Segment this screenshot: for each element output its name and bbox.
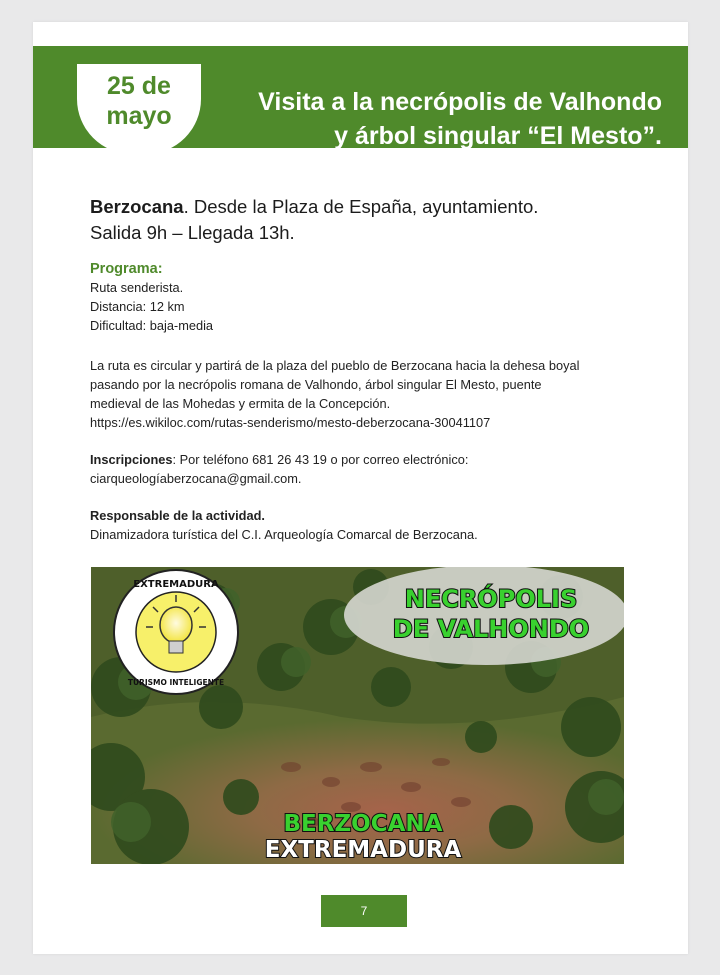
programa-item: Dificultad: baja-media [90,318,214,333]
document-page [33,22,688,954]
logo-bottom-text: TURISMO INTELIGENTE [127,678,225,687]
page-number: 7 [321,895,407,927]
necropolis-photo [91,567,624,864]
responsable-label: Responsable de la actividad. [90,508,265,523]
date-month: mayo [106,102,172,130]
description-line: medieval de las Mohedas y ermita de la Concepción. [90,396,391,411]
photo-caption-line-2: EXTREMADURA [264,837,462,863]
date-day: 25 de [107,72,171,100]
schedule-text: Salida 9h – Llegada 13h. [90,222,295,243]
overlay-title-line-1: NECRÓPOLIS [404,585,578,613]
date-badge [77,64,201,154]
place-detail: . Desde la Plaza de España, ayuntamiento. [183,196,539,217]
route-link[interactable]: https://es.wikiloc.com/rutas-senderismo/mesto-deberzocana-30041107 [90,415,491,430]
lead-paragraph [90,194,650,246]
overlay-title-line-2: DE VALHONDO [392,615,590,643]
header-banner [33,46,688,148]
title-line-2: y árbol singular “El Mesto”. [334,122,662,150]
responsable-text: Dinamizadora turística del C.I. Arqueología Comarcal de Berzocana. [90,527,478,542]
description-line: pasando por la necrópolis romana de Valhondo, árbol singular El Mesto, puente [90,377,542,392]
inscripciones-text: : Por teléfono 681 26 43 19 o por correo electrónico: [172,452,469,467]
photo-caption-line-1: BERZOCANA [283,811,443,837]
logo-top-text: EXTREMADURA [133,579,219,590]
programa-section [90,260,670,335]
extremadura-logo [114,570,238,694]
place-name: Berzocana [90,196,184,217]
programa-item: Ruta senderista. [90,280,184,295]
contact-email[interactable]: ciarqueologíaberzocana@gmail.com. [90,471,302,486]
description-section [90,356,670,432]
title-line-1: Visita a la necrópolis de Valhondo [258,88,662,116]
inscripciones-section [90,450,670,488]
programa-heading: Programa: [90,261,163,277]
inscripciones-label: Inscripciones [90,452,173,467]
programa-item: Distancia: 12 km [90,299,185,314]
page-title [202,85,662,153]
description-line: La ruta es circular y partirá de la plaza del pueblo de Berzocana hacia la dehesa boyal [90,358,580,373]
responsable-section [90,506,670,544]
